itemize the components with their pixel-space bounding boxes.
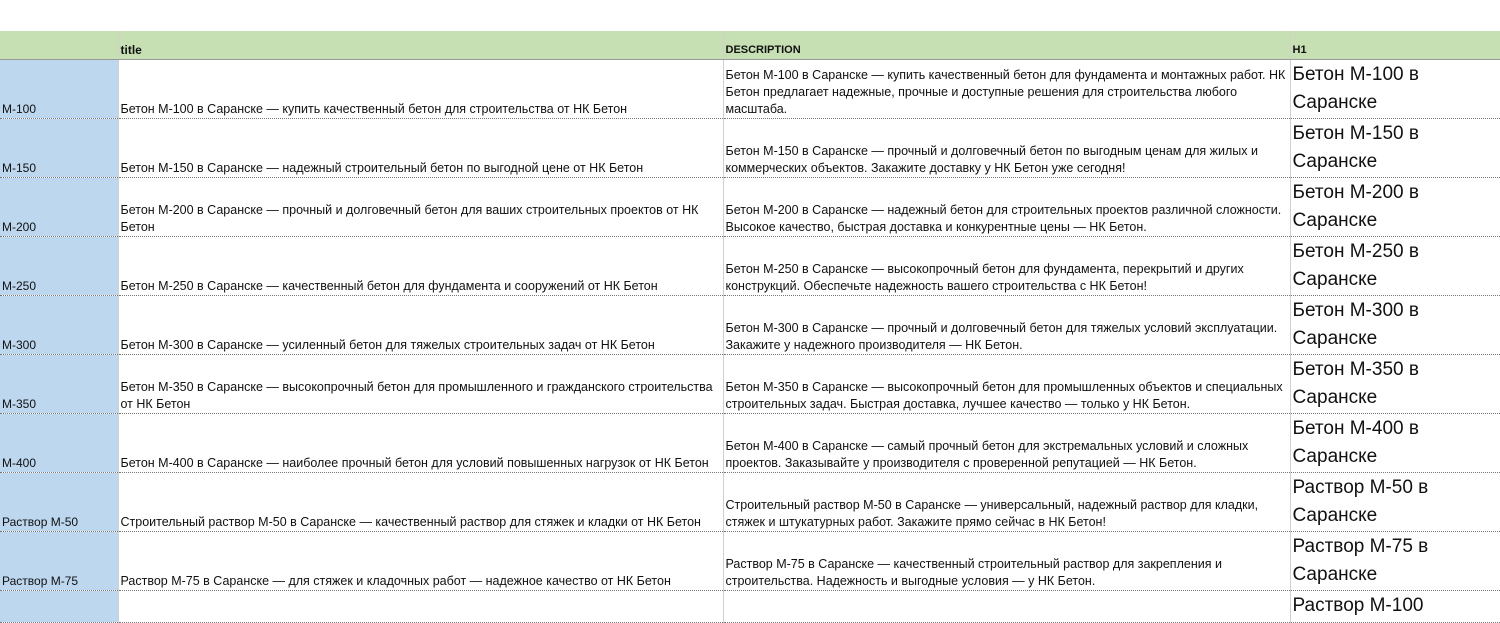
description-cell[interactable]: Бетон М-150 в Саранске — прочный и долговечный бетон по выгодным ценам для жилых и коммерческих объектов. Закажите доставку у НК Бетон уже сегодня! <box>723 119 1290 178</box>
h1-cell[interactable]: Бетон М-400 в Саранске <box>1290 414 1500 473</box>
key-cell[interactable]: M-400 <box>0 414 118 473</box>
h1-cell[interactable]: Раствор М-50 в Саранске <box>1290 473 1500 532</box>
h1-cell[interactable]: Раствор М-100 <box>1290 591 1500 623</box>
h1-cell[interactable]: Бетон М-100 в Саранске <box>1290 60 1500 119</box>
description-cell[interactable]: Бетон М-400 в Саранске — самый прочный бетон для экстремальных условий и сложных проектов. Заказывайте у производителя с проверенной репутацией — НК Бетон. <box>723 414 1290 473</box>
table-row <box>0 591 1500 623</box>
title-cell[interactable]: Бетон М-300 в Саранске — усиленный бетон для тяжелых строительных задач от НК Бетон <box>118 296 723 355</box>
header-cell-h1[interactable]: H1 <box>1290 31 1500 60</box>
key-cell[interactable]: M-250 <box>0 237 118 296</box>
h1-cell[interactable]: Бетон М-350 в Саранске <box>1290 355 1500 414</box>
title-cell[interactable]: Бетон М-150 в Саранске — надежный строительный бетон по выгодной цене от НК Бетон <box>118 119 723 178</box>
h1-cell[interactable]: Бетон М-300 в Саранске <box>1290 296 1500 355</box>
header-row <box>0 31 1500 60</box>
table-row <box>0 473 1500 532</box>
header-cell-key[interactable] <box>0 31 118 60</box>
table-row <box>0 178 1500 237</box>
key-cell[interactable]: M-150 <box>0 119 118 178</box>
h1-cell[interactable]: Бетон М-150 в Саранске <box>1290 119 1500 178</box>
header-cell-description[interactable]: DESCRIPTION <box>723 31 1290 60</box>
description-cell[interactable]: Строительный раствор М-50 в Саранске — универсальный, надежный раствор для кладки, стяжек и штукатурных работ. Закажите прямо сейчас в НК Бетон! <box>723 473 1290 532</box>
spreadsheet-grid <box>0 31 1500 623</box>
table-row <box>0 237 1500 296</box>
description-cell[interactable]: Раствор М-75 в Саранске — качественный строительный раствор для закрепления и строительства. Надежность и выгодные условия — у НК Бетон. <box>723 532 1290 591</box>
description-cell[interactable]: Бетон М-300 в Саранске — прочный и долговечный бетон для тяжелых условий эксплуатации. Закажите у надежного производителя — НК Бетон. <box>723 296 1290 355</box>
key-cell[interactable]: M-200 <box>0 178 118 237</box>
key-cell[interactable]: Раствор М-75 <box>0 532 118 591</box>
table-row <box>0 119 1500 178</box>
h1-cell[interactable]: Бетон М-200 в Саранске <box>1290 178 1500 237</box>
h1-cell[interactable]: Бетон М-250 в Саранске <box>1290 237 1500 296</box>
description-cell[interactable]: Бетон М-200 в Саранске — надежный бетон для строительных проектов различной сложности. Высокое качество, быстрая доставка и конкурентные цены — НК Бетон. <box>723 178 1290 237</box>
table-row <box>0 60 1500 119</box>
title-cell[interactable]: Раствор М-75 в Саранске — для стяжек и кладочных работ — надежное качество от НК Бетон <box>118 532 723 591</box>
table-row <box>0 296 1500 355</box>
h1-cell[interactable]: Раствор М-75 в Саранске <box>1290 532 1500 591</box>
title-cell[interactable]: Бетон М-400 в Саранске — наиболее прочный бетон для условий повышенных нагрузок от НК Бетон <box>118 414 723 473</box>
key-cell[interactable]: M-350 <box>0 355 118 414</box>
key-cell[interactable] <box>0 591 118 623</box>
table-row <box>0 414 1500 473</box>
key-cell[interactable]: Раствор М-50 <box>0 473 118 532</box>
title-cell[interactable] <box>118 591 723 623</box>
title-cell[interactable]: Бетон М-250 в Саранске — качественный бетон для фундамента и сооружений от НК Бетон <box>118 237 723 296</box>
table-row <box>0 355 1500 414</box>
table-row <box>0 532 1500 591</box>
description-cell[interactable]: Бетон М-350 в Саранске — высокопрочный бетон для промышленных объектов и специальных строительных задач. Быстрая доставка, лучшее качество — только у НК Бетон. <box>723 355 1290 414</box>
key-cell[interactable]: M-100 <box>0 60 118 119</box>
description-cell[interactable] <box>723 591 1290 623</box>
description-cell[interactable]: Бетон М-100 в Саранске — купить качественный бетон для фундамента и монтажных работ. НК Бетон предлагает надежные, прочные и доступные решения для строительства любого масштаба. <box>723 60 1290 119</box>
title-cell[interactable]: Бетон М-350 в Саранске — высокопрочный бетон для промышленного и гражданского строительства от НК Бетон <box>118 355 723 414</box>
header-cell-title[interactable]: title <box>118 31 723 60</box>
key-cell[interactable]: M-300 <box>0 296 118 355</box>
title-cell[interactable]: Строительный раствор М-50 в Саранске — качественный раствор для стяжек и кладки от НК Бетон <box>118 473 723 532</box>
title-cell[interactable]: Бетон М-100 в Саранске — купить качественный бетон для строительства от НК Бетон <box>118 60 723 119</box>
title-cell[interactable]: Бетон М-200 в Саранске — прочный и долговечный бетон для ваших строительных проектов от НК Бетон <box>118 178 723 237</box>
description-cell[interactable]: Бетон М-250 в Саранске — высокопрочный бетон для фундамента, перекрытий и других конструкций. Обеспечьте надежность вашего строительства с НК Бетон! <box>723 237 1290 296</box>
